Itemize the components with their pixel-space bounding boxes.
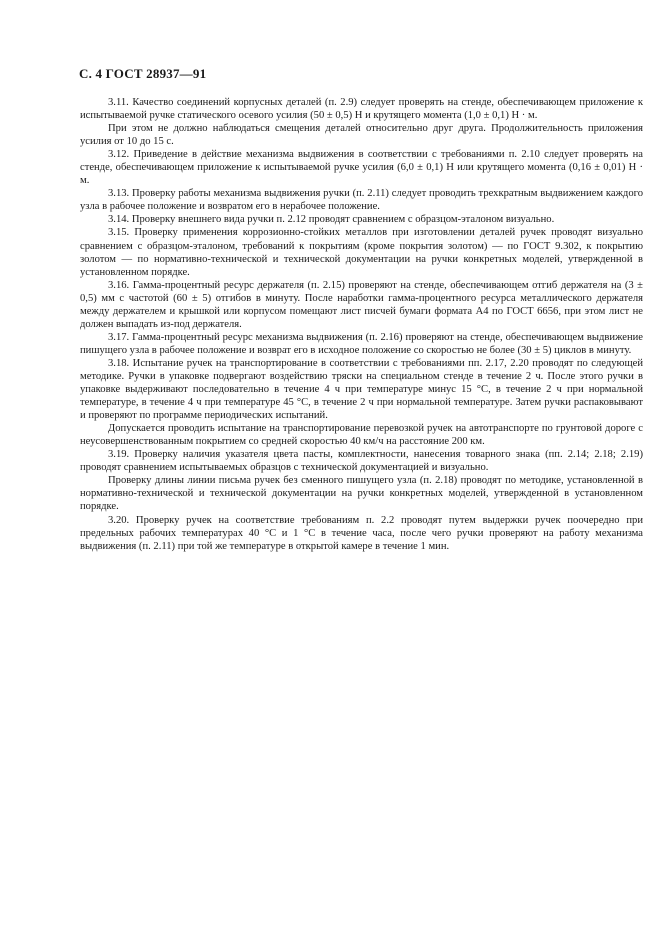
paragraph-3-19: 3.19. Проверку наличия указателя цвета пасты, комплектности, нанесения товарного знака (пп. 2.14; 2.18; 2.19) проводят сравнением испытываемых образцов с технической документацией и визуально. [80, 449, 643, 474]
paragraph-3-11-note: При этом не должно наблюдаться смещения деталей относительно друг друга. Продолжительность приложения усилия от 10 до 15 с. [80, 123, 643, 148]
page-header: С. 4 ГОСТ 28937—91 [79, 66, 207, 81]
paragraph-3-16: 3.16. Гамма-процентный ресурс держателя (п. 2.15) проверяют на стенде, обеспечивающем отгиб держателя на (3 ± 0,5) мм с частотой (60 ± 5) отгибов в минуту. После наработки гамма-процентного ресурса металлического держателя между держателем и крышкой или корпусом помещают лист писчей бумаги формата А4 по ГОСТ 6656, при этом лист не должен выпадать из-под держателя. [80, 279, 643, 330]
paragraph-3-13: 3.13. Проверку работы механизма выдвижения ручки (п. 2.11) следует проводить трехкратным выдвижением каждого узла в рабочее положение и возвратом его в нерабочее положение. [80, 188, 643, 213]
paragraph-3-18: 3.18. Испытание ручек на транспортирование в соответствии с требованиями пп. 2.17, 2.20 проводят по следующей методике. Ручки в упаковке подвергают воздействию тряски на специальном стенде в течение 2 ч. После этого ручки в упаковке выдерживают последовательно в течение 4 ч при температуре минус 15 °С, в течение 2 ч при нормальной температуре, в течение 4 ч при температуре 45 °С, в течение 2 ч при нормальной температуре. Затем ручки распаковывают и проверяют по программе периодических испытаний. [80, 357, 643, 422]
paragraph-3-20: 3.20. Проверку ручек на соответствие требованиям п. 2.2 проводят путем выдержки ручек поочередно при предельных рабочих температурах 40 °С и 1 °С в течение часа, после чего ручки проверяют на работу механизма выдвижения (п. 2.11) при той же температуре в открытой камере в течение 1 мин. [80, 514, 643, 552]
paragraph-3-11: 3.11. Качество соединений корпусных деталей (п. 2.9) следует проверять на стенде, обеспечивающем приложение к испытываемой ручке статического осевого усилия (50 ± 0,5) Н и крутящего момента (1,0 ± 0,1) Н · м. [80, 97, 643, 122]
paragraph-3-14: 3.14. Проверку внешнего вида ручки п. 2.12 проводят сравнением с образцом-эталоном визуально. [108, 214, 555, 226]
paragraph-3-17: 3.17. Гамма-процентный ресурс механизма выдвижения (п. 2.16) проверяют на стенде, обеспечивающем выдвижение пишущего узла в рабочее положение и возврат его в исходное положение со скоростью не более (30 ± 5) циклов в минуту. [80, 331, 643, 356]
document-body [80, 96, 643, 553]
paragraph-3-15: 3.15. Проверку применения коррозионно-стойких металлов при изготовлении деталей ручек проводят визуально сравнением с образцом-эталоном, требований к покрытиям (кроме покрытия золотом) — по ГОСТ 9.302, к покрытию золотом — по нормативно-технической и технической документации на ручки конкретных моделей, утвержденной в установленном порядке. [80, 227, 643, 278]
paragraph-3-12: 3.12. Приведение в действие механизма выдвижения в соответствии с требованиями п. 2.10 следует проверять на стенде, обеспечивающем приложение к испытываемой ручке усилия (6,0 ± 0,1) Н или крутящего момента (0,16 ± 0,01) Н · м. [80, 149, 643, 187]
paragraph-3-19-note: Проверку длины линии письма ручек без сменного пишущего узла (п. 2.18) проводят по методике, установленной в нормативно-технической и технической документации на ручки конкретных моделей, утвержденной в установленном порядке. [80, 475, 643, 513]
paragraph-3-18-note: Допускается проводить испытание на транспортирование перевозкой ручек на автотранспорте по грунтовой дороге с неусовершенствованным покрытием со средней скоростью 40 км/ч на расстояние 200 км. [80, 423, 643, 448]
